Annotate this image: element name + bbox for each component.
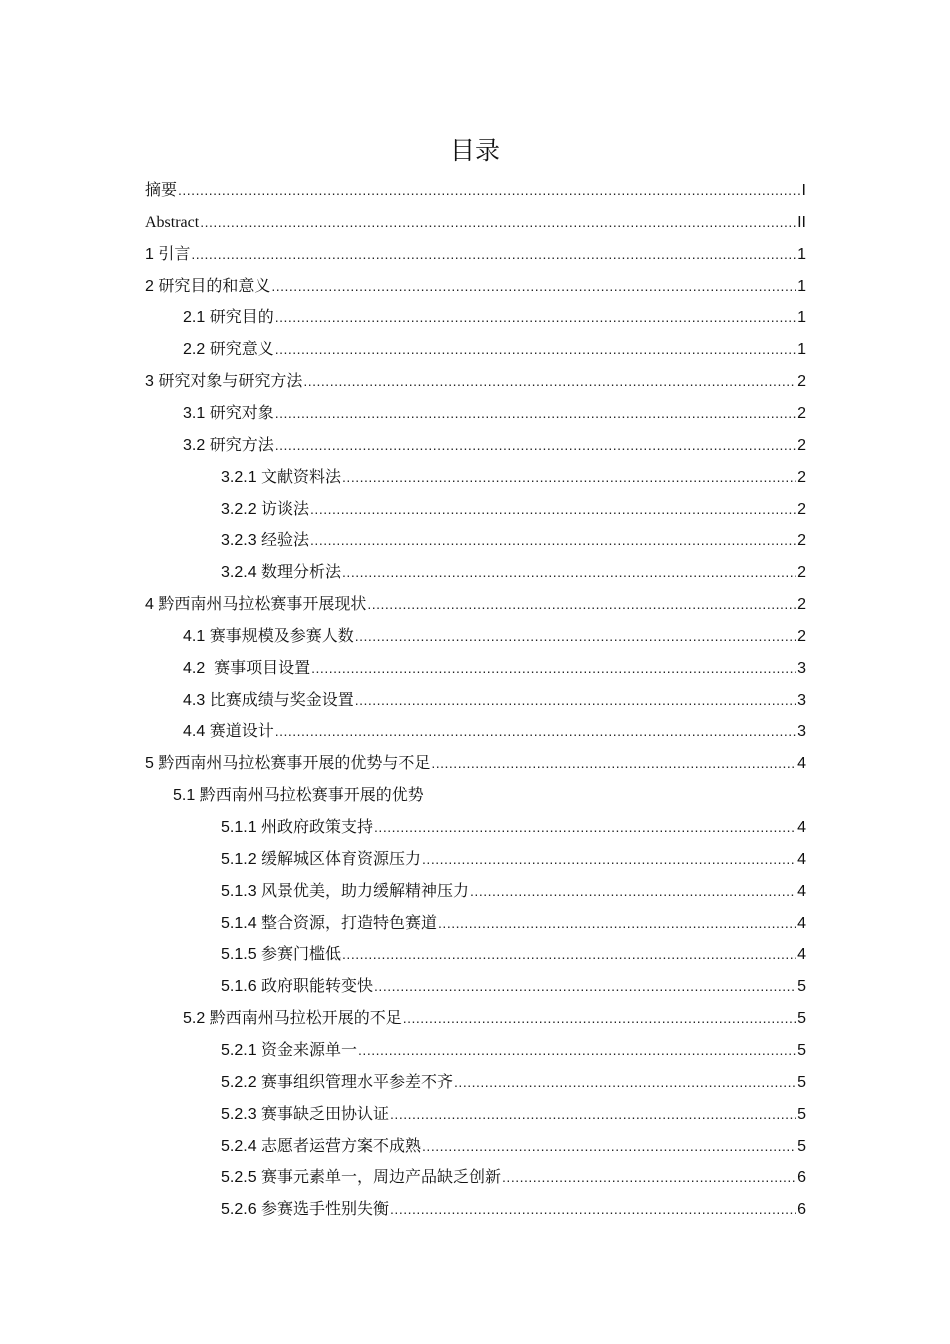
- toc-entry-number: 2.2: [183, 341, 210, 359]
- dot-leader: [390, 1196, 796, 1222]
- toc-entry-number: 1: [145, 245, 159, 263]
- toc-entry-page: 2: [797, 373, 806, 391]
- toc-entry-page: 1: [797, 309, 806, 327]
- dot-leader: [191, 241, 796, 267]
- dot-leader: [470, 878, 796, 904]
- toc-entry-page: 2: [797, 627, 806, 645]
- toc-entry-text: [183, 655, 310, 682]
- toc-entry-text: [183, 432, 274, 459]
- toc-entry-text: [183, 687, 354, 714]
- toc-entry-number: 5.2.6: [221, 1201, 262, 1219]
- toc-entry-text: [221, 1164, 501, 1191]
- toc-entry-text: [145, 368, 302, 395]
- dot-leader: [303, 368, 796, 394]
- toc-entry[interactable]: [221, 878, 806, 904]
- dot-leader: [431, 750, 796, 776]
- toc-entry[interactable]: [183, 400, 806, 426]
- toc-entry-text: [221, 878, 469, 905]
- toc-entry-text: [221, 1133, 421, 1160]
- toc-entry[interactable]: [145, 591, 806, 617]
- toc-entry-page: 1: [797, 245, 806, 263]
- toc-entry-page: 1: [797, 341, 806, 359]
- toc-entry-label: 比赛成绩与奖金设置: [209, 689, 354, 709]
- toc-entry[interactable]: [145, 273, 806, 299]
- toc-entry-text: [145, 241, 190, 268]
- toc-entry-page: II: [797, 213, 806, 231]
- toc-entry-number: 5.1.4: [221, 914, 262, 932]
- toc-entry-text: [221, 941, 341, 968]
- toc-entry[interactable]: [145, 209, 806, 235]
- toc-entry[interactable]: [221, 527, 806, 553]
- toc-entry-page: 5: [797, 1073, 806, 1091]
- toc-entry[interactable]: [221, 1164, 806, 1190]
- toc-entry[interactable]: [145, 177, 806, 203]
- toc-entry-label: 志愿者运营方案不成熟: [261, 1135, 422, 1155]
- toc-entry-text: [183, 304, 274, 331]
- toc-entry-number: 5.1.1: [221, 819, 262, 836]
- toc-entry[interactable]: [221, 973, 806, 999]
- toc-entry-label: 赛事缺乏田协认证: [261, 1103, 390, 1123]
- toc-entry-page: 5: [797, 1041, 806, 1059]
- toc-entry-label: 参赛选手性别失衡: [261, 1199, 390, 1219]
- toc-entry-text: [221, 496, 309, 523]
- toc-entry-number: 5.2: [183, 1010, 210, 1028]
- toc-entry-label: 研究对象与研究方法: [158, 371, 303, 391]
- toc-entry-label: 数理分析法: [261, 562, 342, 582]
- toc-entry-number: 5.1: [173, 787, 200, 805]
- toc-entry-page: 4: [797, 946, 806, 964]
- toc-entry-page: 4: [797, 755, 806, 773]
- dot-leader: [271, 273, 796, 299]
- toc-entry-text: [221, 1069, 453, 1096]
- toc-entry-label: 研究对象: [209, 402, 274, 422]
- toc-entry[interactable]: [221, 1037, 806, 1063]
- toc-entry-page: 5: [797, 1105, 806, 1123]
- toc-entry-label: 研究意义: [209, 339, 274, 359]
- toc-entry-label: 黔西南州马拉松赛事开展的优势: [199, 785, 424, 805]
- toc-entry-text: [221, 559, 341, 586]
- toc-entry-number: 3.2: [183, 436, 210, 454]
- toc-entry[interactable]: [221, 1133, 806, 1159]
- toc-entry-number: 3.2.1: [221, 468, 262, 486]
- dot-leader: [310, 496, 796, 522]
- toc-entry-page: I: [801, 182, 806, 199]
- toc-entry-label: 访谈法: [261, 498, 310, 518]
- toc-entry-page: 2: [797, 468, 806, 486]
- toc-entry-page: 1: [797, 277, 806, 295]
- dot-leader: [342, 559, 796, 585]
- toc-entry-number: 3.1: [183, 404, 210, 422]
- toc-entry-number: 4.4: [183, 723, 210, 741]
- toc-entry-number: 5.1.3: [221, 882, 262, 900]
- toc-entry-label: 整合资源，打造特色赛道: [261, 912, 438, 932]
- toc-entry-text: [183, 623, 354, 650]
- toc-entry-number: 2: [145, 277, 159, 295]
- toc-entry-text: [221, 814, 373, 841]
- toc-entry-label: 缓解城区体育资源压力: [261, 848, 422, 868]
- toc-entry-page: 6: [797, 1169, 806, 1187]
- toc-entry[interactable]: [183, 1005, 806, 1031]
- toc-entry-text: [221, 973, 373, 1000]
- toc-entry[interactable]: [221, 910, 806, 936]
- toc-entry[interactable]: [145, 368, 806, 394]
- toc-entry[interactable]: [183, 687, 806, 713]
- dot-leader: [422, 846, 796, 872]
- toc-entry[interactable]: [221, 941, 806, 967]
- toc-entry-label: 黔西南州马拉松开展的不足: [209, 1008, 402, 1028]
- toc-entry-text: [183, 1005, 402, 1032]
- toc-entry-number: 4.3: [183, 691, 210, 709]
- toc-entry[interactable]: [145, 750, 806, 776]
- toc-entry[interactable]: [183, 336, 806, 362]
- toc-entry-text: [145, 209, 199, 236]
- toc-entry-number: 4.1: [183, 627, 210, 645]
- dot-leader: [367, 591, 796, 617]
- toc-entry-text: [145, 273, 270, 300]
- toc-entry-page: 2: [797, 564, 806, 582]
- toc-entry-number: 4.2: [183, 659, 215, 677]
- dot-leader: [422, 1133, 796, 1159]
- toc-entry-text: [221, 1037, 357, 1064]
- toc-entry-label: 风景优美，助力缓解精神压力: [261, 880, 470, 900]
- toc-entry-page: 2: [797, 500, 806, 518]
- toc-entry[interactable]: [183, 718, 806, 744]
- toc-entry-page: 2: [797, 596, 806, 614]
- toc-entry-label: 参赛门槛低: [261, 944, 342, 964]
- toc-entry-label: 州政府政策支持: [261, 817, 374, 836]
- toc-entry-label: 赛事规模及参赛人数: [209, 625, 354, 645]
- dot-leader: [275, 432, 796, 458]
- dot-leader: [311, 655, 796, 681]
- toc-entry-page: 4: [797, 914, 806, 932]
- toc-entry-number: 3.2.3: [221, 532, 262, 550]
- toc-entry-page: 4: [797, 882, 806, 900]
- dot-leader: [355, 623, 796, 649]
- toc-entry-number: 5.1.2: [221, 850, 262, 868]
- dot-leader: [390, 1101, 796, 1127]
- toc-entry-label: 赛事元素单一，周边产品缺乏创新: [261, 1167, 502, 1187]
- dot-leader: [438, 910, 796, 936]
- dot-leader: [342, 941, 796, 967]
- toc-entry-number: 3.2.2: [221, 500, 262, 518]
- toc-entry-label: 研究目的和意义: [158, 275, 271, 295]
- toc-entry-label: 赛事组织管理水平参差不齐: [261, 1071, 454, 1091]
- toc-entry[interactable]: [221, 464, 806, 490]
- toc-entry-number: 5.2.2: [221, 1073, 262, 1091]
- dot-leader: [275, 718, 796, 744]
- toc-entry-number: 5.2.1: [221, 1041, 262, 1059]
- toc-entry-text: [221, 527, 309, 554]
- toc-entry-label: 资金来源单一: [261, 1039, 358, 1059]
- dot-leader: [275, 400, 796, 426]
- toc-entry-label: 摘要: [145, 180, 178, 199]
- toc-entry[interactable]: [183, 623, 806, 649]
- toc-entry[interactable]: [173, 782, 806, 808]
- toc-entry-label: 政府职能转变快: [261, 976, 374, 996]
- toc-entry[interactable]: [221, 1069, 806, 1095]
- dot-leader: [374, 973, 796, 999]
- toc-entry-label: 文献资料法: [261, 466, 342, 486]
- dot-leader: [355, 687, 796, 713]
- toc-entry[interactable]: [221, 814, 806, 840]
- toc-entry-text: [221, 846, 421, 873]
- toc-entry-number: 2.1: [183, 309, 210, 327]
- page-title: 目录: [449, 136, 500, 165]
- toc-entry-number: 5: [145, 755, 159, 773]
- toc-entry-number: 5.2.5: [221, 1169, 262, 1187]
- dot-leader: [275, 304, 796, 330]
- toc-entry-text: [221, 464, 341, 491]
- toc-entry-number: 3.2.4: [221, 564, 262, 582]
- toc-entry-label: 黔西南州马拉松赛事开展的优势与不足: [158, 753, 431, 773]
- dot-leader: [310, 527, 796, 553]
- dot-leader: [275, 336, 796, 362]
- toc-entry-page: 5: [797, 978, 806, 996]
- toc-entry-label: 赛事项目设置: [214, 657, 311, 677]
- toc-entry-text: [183, 400, 274, 427]
- toc-entry-text: [221, 1101, 389, 1128]
- toc-entry-number: 5.1.5: [221, 946, 262, 964]
- toc-entry-label: 黔西南州马拉松赛事开展现状: [158, 594, 367, 614]
- dot-leader: [358, 1037, 796, 1063]
- toc-entry-number: 5.2.4: [221, 1137, 262, 1155]
- toc-entry-page: 5: [797, 1010, 806, 1028]
- toc-entry-text: [173, 782, 424, 809]
- toc-entry-page: 3: [797, 659, 806, 677]
- toc-entry-page: 3: [797, 691, 806, 709]
- dot-leader: [342, 464, 796, 490]
- toc-entry[interactable]: [183, 432, 806, 458]
- dot-leader: [454, 1069, 796, 1095]
- toc-entry[interactable]: [221, 559, 806, 585]
- toc-entry-number: 5.2.3: [221, 1105, 262, 1123]
- toc-entry-text: [145, 750, 430, 777]
- toc-entry-page: 2: [797, 404, 806, 422]
- toc-entry-page: 3: [797, 723, 806, 741]
- toc-entry-text: [221, 1196, 389, 1223]
- toc-entry-text: [145, 177, 177, 204]
- toc-entry-label: 研究方法: [209, 434, 274, 454]
- toc-entry-number: 5.1.6: [221, 978, 262, 996]
- toc-entry-page: 5: [797, 1137, 806, 1155]
- toc-entry[interactable]: [145, 241, 806, 267]
- toc-entry-number: 3: [145, 373, 159, 391]
- toc-entry-text: [221, 910, 437, 937]
- toc-entry-label: Abstract: [145, 213, 200, 231]
- toc-entry-label: 引言: [158, 243, 191, 263]
- toc-entry-page: 4: [797, 850, 806, 868]
- toc-entry[interactable]: [183, 304, 806, 330]
- toc-entry[interactable]: [221, 1101, 806, 1127]
- dot-leader: [178, 177, 801, 203]
- toc-entry-page: 4: [797, 819, 806, 836]
- dot-leader: [403, 1005, 796, 1031]
- toc-entry[interactable]: [183, 655, 806, 681]
- dot-leader: [502, 1164, 796, 1190]
- toc-entry[interactable]: [221, 846, 806, 872]
- dot-leader: [200, 209, 796, 235]
- toc-entry-number: 4: [145, 596, 159, 614]
- toc-entry-label: 赛道设计: [209, 721, 274, 741]
- toc-entry-label: 研究目的: [209, 307, 274, 327]
- toc-entry-text: [183, 718, 274, 745]
- toc-entry-page: 6: [797, 1201, 806, 1219]
- toc-entry[interactable]: [221, 496, 806, 522]
- toc-entry[interactable]: [221, 1196, 806, 1222]
- toc-entry-page: 2: [797, 532, 806, 550]
- dot-leader: [374, 814, 796, 840]
- toc-entry-text: [145, 591, 366, 618]
- toc-entry-label: 经验法: [261, 530, 310, 550]
- toc-entry-text: [183, 336, 274, 363]
- toc-entry-page: 2: [797, 436, 806, 454]
